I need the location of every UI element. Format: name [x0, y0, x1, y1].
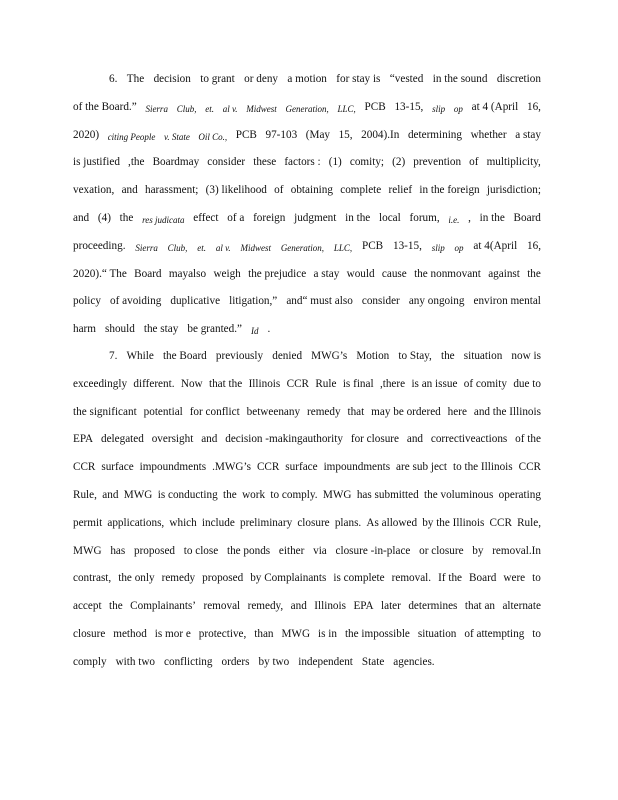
- word: CCR: [256, 461, 280, 474]
- word: removal.: [391, 572, 432, 585]
- text-line: [73, 378, 541, 406]
- word: the: [440, 350, 455, 362]
- paragraph-6: [73, 73, 541, 351]
- word: weigh: [213, 267, 241, 280]
- word: in the foreign: [419, 184, 480, 197]
- word: local: [379, 211, 401, 224]
- word: may be ordered: [371, 405, 441, 418]
- word: comity;: [349, 156, 385, 169]
- text-line: [73, 572, 541, 600]
- word: applications,: [107, 516, 165, 529]
- word: impoundments: [139, 461, 207, 474]
- word: of the Board.”: [73, 100, 137, 113]
- text-line: [73, 129, 541, 157]
- word: protective,: [198, 627, 247, 640]
- text-line: [73, 517, 541, 545]
- word: Club,: [167, 242, 188, 253]
- word: via: [313, 544, 327, 557]
- word: are sub ject: [396, 461, 447, 474]
- word: alternate: [502, 600, 541, 613]
- word: any ongoing: [408, 295, 465, 308]
- word: the Board: [162, 350, 207, 362]
- word: oversight: [151, 433, 194, 446]
- word: with two: [115, 655, 156, 668]
- word: harassment;: [144, 184, 199, 197]
- word: effect: [193, 211, 219, 224]
- word: later: [381, 600, 401, 613]
- word: that the: [208, 377, 243, 390]
- word: contrast,: [73, 572, 112, 585]
- word: If the: [438, 572, 463, 585]
- word: Board: [469, 572, 497, 585]
- word: independent: [298, 655, 353, 668]
- word: now is: [511, 350, 541, 362]
- word: PCB: [235, 128, 257, 141]
- word: MWG: [73, 544, 102, 557]
- word: and: [73, 211, 90, 224]
- word: al v.: [215, 242, 231, 253]
- word: et.: [197, 242, 206, 253]
- text-line: [73, 545, 541, 573]
- word: vexation,: [73, 184, 115, 197]
- word: Motion: [356, 350, 390, 362]
- word: the only: [118, 572, 155, 585]
- word: and: [290, 600, 307, 613]
- word: delegated: [100, 433, 144, 446]
- text-line: [73, 350, 541, 378]
- word: Id: [251, 326, 259, 337]
- word: (May: [305, 128, 330, 141]
- word: (2): [392, 156, 406, 169]
- word: which: [169, 516, 197, 529]
- word: harm: [73, 323, 96, 336]
- word: in the: [479, 211, 505, 224]
- word: Club,: [176, 103, 197, 114]
- word: be granted.”: [187, 323, 243, 336]
- word: either: [278, 544, 305, 557]
- word: of the: [515, 433, 541, 446]
- text-line: [73, 101, 541, 129]
- word: decision: [153, 73, 191, 85]
- word: the: [223, 488, 237, 501]
- text-line: [73, 212, 541, 240]
- word: surface: [101, 461, 134, 474]
- text-line: [73, 240, 541, 268]
- word: Rule: [315, 377, 337, 390]
- word: and: [121, 184, 138, 197]
- word: While: [126, 350, 154, 362]
- word: EPA: [353, 600, 374, 613]
- word: has: [110, 544, 126, 557]
- word: policy: [73, 295, 101, 308]
- word: res judicata: [142, 214, 185, 225]
- word: “vested: [389, 73, 424, 85]
- word: by Complainants: [250, 572, 327, 585]
- word: the: [109, 600, 123, 613]
- word: 2020): [73, 128, 100, 141]
- word: proposed: [202, 572, 244, 585]
- word: would: [346, 267, 375, 280]
- word: of: [469, 156, 479, 169]
- word: potential: [143, 405, 183, 418]
- word: v. State: [164, 131, 190, 142]
- word: closure: [73, 627, 106, 640]
- word: MWG’s: [311, 350, 348, 362]
- text-line: [73, 656, 541, 684]
- text-line: [73, 489, 541, 517]
- word: Illinois: [248, 377, 281, 390]
- word: has submitted: [356, 488, 419, 501]
- word: these: [253, 156, 277, 169]
- word: cause: [381, 267, 407, 280]
- word: 16,: [527, 239, 541, 252]
- word: (4): [97, 211, 111, 224]
- word: remedy: [307, 405, 341, 418]
- word: permit: [73, 516, 103, 529]
- word: betweenany: [246, 405, 301, 418]
- word: LLC,: [337, 103, 356, 114]
- word: litigation,”: [229, 295, 278, 308]
- word: is justified: [73, 156, 120, 169]
- word: different.: [133, 377, 175, 390]
- text-line: [73, 433, 541, 461]
- word: is in: [318, 627, 337, 640]
- word: impoundments: [323, 461, 391, 474]
- word: Illinois: [314, 600, 346, 613]
- word: to close: [183, 544, 219, 557]
- word: State: [361, 655, 385, 668]
- word: i.e.: [448, 214, 460, 225]
- word: op: [454, 242, 464, 253]
- word: to comply.: [270, 488, 318, 501]
- word: .MWG’s: [212, 461, 251, 474]
- word: LLC,: [333, 242, 353, 253]
- word: due to: [513, 377, 541, 390]
- word: by: [472, 544, 484, 557]
- word: conflicting: [164, 655, 213, 668]
- word: CCR: [73, 461, 96, 474]
- word: is mor e: [154, 627, 191, 640]
- text-line: [73, 628, 541, 656]
- word: agencies.: [393, 655, 435, 668]
- word: of attempting: [464, 627, 525, 640]
- word: relief: [388, 184, 413, 197]
- word: CCR: [518, 461, 541, 474]
- word: MWG: [123, 488, 153, 501]
- word: citing People: [107, 131, 156, 142]
- word: to: [532, 627, 541, 640]
- word: As allowed: [366, 516, 418, 529]
- word: comply: [73, 655, 107, 668]
- word: Complainants’: [130, 600, 197, 613]
- word: Now: [180, 377, 203, 390]
- word: the ponds: [226, 544, 271, 557]
- word: decision -makingauthority: [225, 433, 343, 446]
- word: 2020).“ The: [73, 267, 127, 280]
- word: exceedingly: [73, 377, 128, 390]
- text-line: [73, 73, 541, 101]
- word: accept: [73, 600, 102, 613]
- text-line: [73, 461, 541, 489]
- word: the impossible: [344, 627, 410, 640]
- word: duplicative: [170, 295, 221, 308]
- text-line: [73, 323, 541, 351]
- word: determining: [407, 128, 462, 141]
- word: for closure: [350, 433, 399, 446]
- word: closure: [297, 516, 330, 529]
- word: ,there: [379, 377, 406, 390]
- word: situation: [463, 350, 503, 362]
- word: in the sound: [432, 73, 488, 85]
- word: remedy,: [247, 600, 284, 613]
- word: by the Illinois: [422, 516, 485, 529]
- word: remedy: [161, 572, 196, 585]
- word: (3) likelihood: [205, 184, 267, 197]
- word: determines: [408, 600, 458, 613]
- word: MWG: [322, 488, 352, 501]
- word: slip: [432, 103, 446, 114]
- word: a stay: [515, 128, 541, 141]
- word: and“ must also: [286, 295, 353, 308]
- word: surface: [285, 461, 318, 474]
- word: Board: [513, 211, 541, 224]
- word: complete: [340, 184, 382, 197]
- word: preliminary: [239, 516, 293, 529]
- word: Boardmay: [152, 156, 200, 169]
- word: operating: [498, 488, 541, 501]
- word: to Stay,: [398, 350, 432, 362]
- word: the stay: [143, 323, 179, 336]
- word: here: [447, 405, 467, 418]
- word: removal.In: [492, 544, 541, 557]
- word: mayalso: [168, 267, 207, 280]
- word: the voluminous: [424, 488, 494, 501]
- word: at 4(April: [473, 239, 518, 252]
- word: were: [503, 572, 526, 585]
- word: situation: [417, 627, 457, 640]
- text-line: [73, 268, 541, 296]
- word: the: [119, 211, 134, 224]
- word: against: [488, 267, 520, 280]
- word: environ mental: [473, 295, 541, 308]
- word: PCB: [361, 239, 384, 252]
- word: Sierra: [145, 103, 168, 114]
- word: of comity: [463, 377, 507, 390]
- word: 6.: [109, 73, 118, 85]
- word: .: [267, 323, 271, 336]
- word: is conducting: [157, 488, 218, 501]
- word: method: [113, 627, 147, 640]
- word: to the Illinois: [452, 461, 513, 474]
- word: Rule,: [73, 488, 97, 501]
- word: foreign: [253, 211, 286, 224]
- text-line: [73, 406, 541, 434]
- word: consider: [207, 156, 246, 169]
- word: of: [274, 184, 284, 197]
- word: jurisdiction;: [486, 184, 541, 197]
- word: in the: [345, 211, 371, 224]
- word: than: [254, 627, 274, 640]
- word: et.: [205, 103, 214, 114]
- word: obtaining: [290, 184, 333, 197]
- word: ,: [468, 211, 471, 224]
- text-line: [73, 184, 541, 212]
- word: denied: [272, 350, 303, 362]
- word: 16,: [526, 100, 541, 113]
- word: MWG: [281, 627, 311, 640]
- word: op: [453, 103, 463, 114]
- word: and the Illinois: [473, 405, 541, 418]
- word: CCR: [489, 516, 512, 529]
- word: the significant: [73, 405, 137, 418]
- word: is an issue: [411, 377, 458, 390]
- word: orders: [221, 655, 250, 668]
- word: closure -in-place: [335, 544, 411, 557]
- word: factors :: [284, 156, 321, 169]
- word: plans.: [334, 516, 362, 529]
- word: to: [532, 572, 541, 585]
- word: a motion: [287, 73, 327, 85]
- word: include: [201, 516, 235, 529]
- word: forum,: [409, 211, 440, 224]
- word: multiplicity,: [486, 156, 541, 169]
- word: discretion: [496, 73, 541, 85]
- word: proposed: [133, 544, 175, 557]
- word: that an: [464, 600, 496, 613]
- word: 2004).In: [361, 128, 400, 141]
- paragraph-7: [73, 350, 541, 684]
- word: the prejudice: [248, 267, 307, 280]
- word: 13-15,: [394, 100, 424, 113]
- word: and: [406, 433, 424, 446]
- word: EPA: [73, 433, 94, 446]
- word: The: [126, 73, 145, 85]
- word: (1): [328, 156, 342, 169]
- word: for stay is: [336, 73, 381, 85]
- word: by two: [258, 655, 290, 668]
- word: ,the: [128, 156, 145, 169]
- word: correctiveactions: [430, 433, 508, 446]
- word: or closure: [419, 544, 464, 557]
- word: Generation,: [280, 242, 325, 253]
- word: Rule,: [517, 516, 541, 529]
- word: to grant: [200, 73, 235, 85]
- word: should: [105, 323, 135, 336]
- word: 7.: [109, 350, 118, 362]
- word: Generation,: [285, 103, 329, 114]
- word: and: [201, 433, 218, 446]
- word: 15,: [338, 128, 353, 141]
- word: work: [242, 488, 266, 501]
- word: Oil Co.,: [198, 131, 228, 142]
- word: slip: [431, 242, 445, 253]
- word: 97-103: [265, 128, 298, 141]
- word: PCB: [364, 100, 386, 113]
- word: of a: [227, 211, 245, 224]
- word: proceeding.: [73, 239, 126, 252]
- word: Board: [134, 267, 162, 280]
- word: consider: [361, 295, 400, 308]
- word: for conflict: [189, 405, 240, 418]
- word: prevention: [413, 156, 462, 169]
- text-line: [73, 295, 541, 323]
- word: Midwest: [246, 103, 277, 114]
- word: previously: [215, 350, 264, 362]
- word: judgment: [294, 211, 337, 224]
- word: is final: [342, 377, 374, 390]
- word: 13-15,: [392, 239, 422, 252]
- word: removal: [203, 600, 241, 613]
- word: Sierra: [135, 242, 158, 253]
- word: whether: [470, 128, 507, 141]
- word: al v.: [222, 103, 238, 114]
- word: of avoiding: [110, 295, 162, 308]
- word: a stay: [313, 267, 340, 280]
- word: or deny: [244, 73, 279, 85]
- word: at 4 (April: [471, 100, 519, 113]
- text-line: [73, 600, 541, 628]
- word: is complete: [333, 572, 385, 585]
- word: and: [102, 488, 119, 501]
- word: the: [527, 267, 541, 280]
- text-line: [73, 156, 541, 184]
- word: Midwest: [240, 242, 271, 253]
- word: that: [347, 405, 365, 418]
- word: CCR: [286, 377, 309, 390]
- word: the nonmovant: [414, 267, 481, 280]
